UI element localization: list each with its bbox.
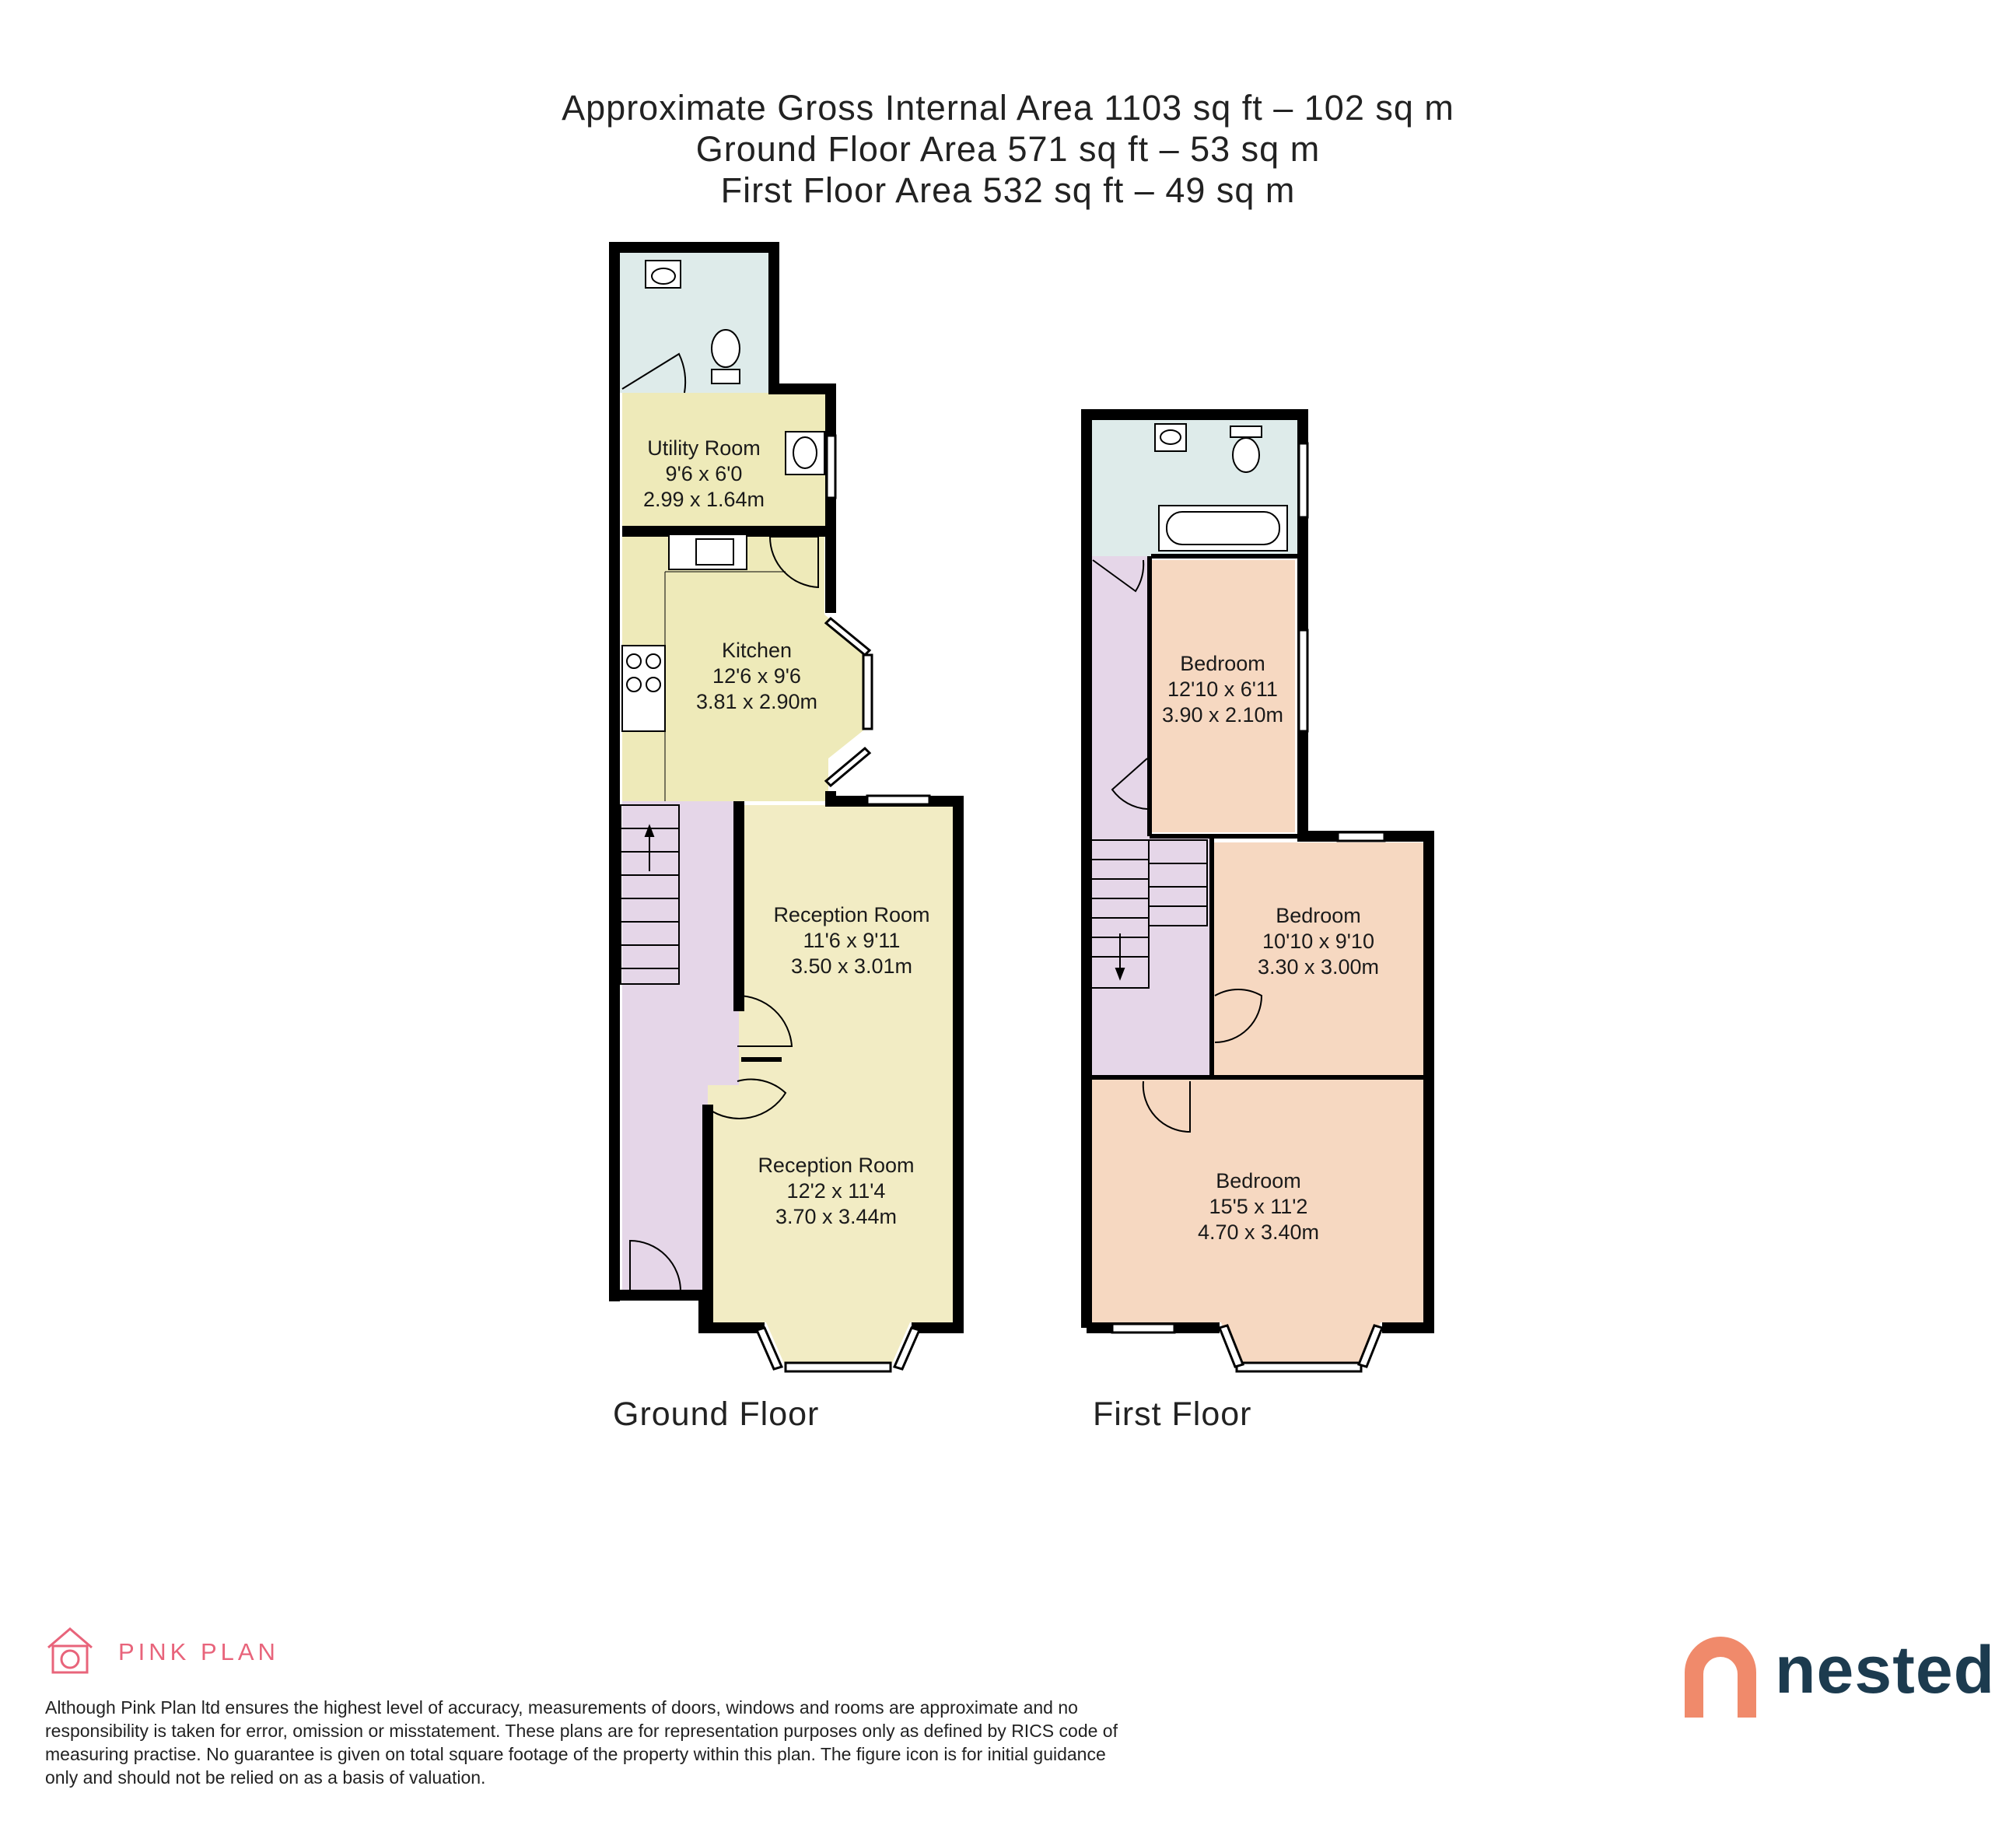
first-floor-label: First Floor (1093, 1396, 1252, 1433)
bedroom-front-metric: 4.70 x 3.40m (1197, 1220, 1320, 1244)
bedroom-middle-metric: 3.30 x 3.00m (1257, 955, 1380, 979)
reception-back-name: Reception Room (773, 903, 930, 926)
ground-floor-label: Ground Floor (613, 1396, 820, 1433)
kitchen-name: Kitchen (721, 639, 793, 662)
gross-area-text: Approximate Gross Internal Area 1103 sq ft – 102 sq m (562, 88, 1454, 128)
kitchen-imperial: 12'6 x 9'6 (712, 664, 801, 688)
reception-back-metric: 3.50 x 3.01m (790, 954, 913, 978)
bedroom-small-metric: 3.90 x 2.10m (1161, 703, 1284, 727)
reception-front-metric: 3.70 x 3.44m (775, 1205, 898, 1228)
bedroom-front-name: Bedroom (1216, 1169, 1301, 1192)
utility-room-name: Utility Room (647, 436, 761, 460)
bedroom-front-imperial: 15'5 x 11'2 (1209, 1195, 1308, 1218)
pink-plan-brand: PINK PLAN (118, 1638, 279, 1665)
first-area-text: First Floor Area 532 sq ft – 49 sq m (720, 170, 1296, 210)
disclaimer-text: Although Pink Plan ltd ensures the highest level of accuracy, measurements of doors, windows and rooms are approximate and no responsibility is taken for error, omission or misstatement. These plans are for representation purposes only as defined by RICS code of measuring practise. No guarantee is given on total square footage of the property within this plan. The figure icon is for initial guidance only and should not be relied on as a basis of valuation. (45, 1697, 1118, 1788)
ground-area-text: Ground Floor Area 571 sq ft – 53 sq m (695, 129, 1321, 169)
nested-wordmark: nested (1775, 1633, 1996, 1707)
utility-room-imperial: 9'6 x 6'0 (665, 462, 743, 485)
bedroom-middle-imperial: 10'10 x 9'10 (1262, 930, 1374, 953)
reception-back-imperial: 11'6 x 9'11 (803, 929, 901, 952)
bedroom-small-imperial: 12'10 x 6'11 (1167, 678, 1278, 701)
ground-wc (617, 253, 772, 393)
utility-room-metric: 2.99 x 1.64m (642, 488, 765, 511)
ground-floor-plan (613, 247, 959, 1433)
first-floor-plan (1087, 415, 1429, 1433)
reception-front-name: Reception Room (758, 1154, 915, 1177)
kitchen-metric: 3.81 x 2.90m (695, 690, 818, 713)
reception-front-imperial: 12'2 x 11'4 (786, 1179, 886, 1203)
bedroom-middle-name: Bedroom (1276, 904, 1361, 927)
bedroom-small-name: Bedroom (1180, 652, 1265, 675)
